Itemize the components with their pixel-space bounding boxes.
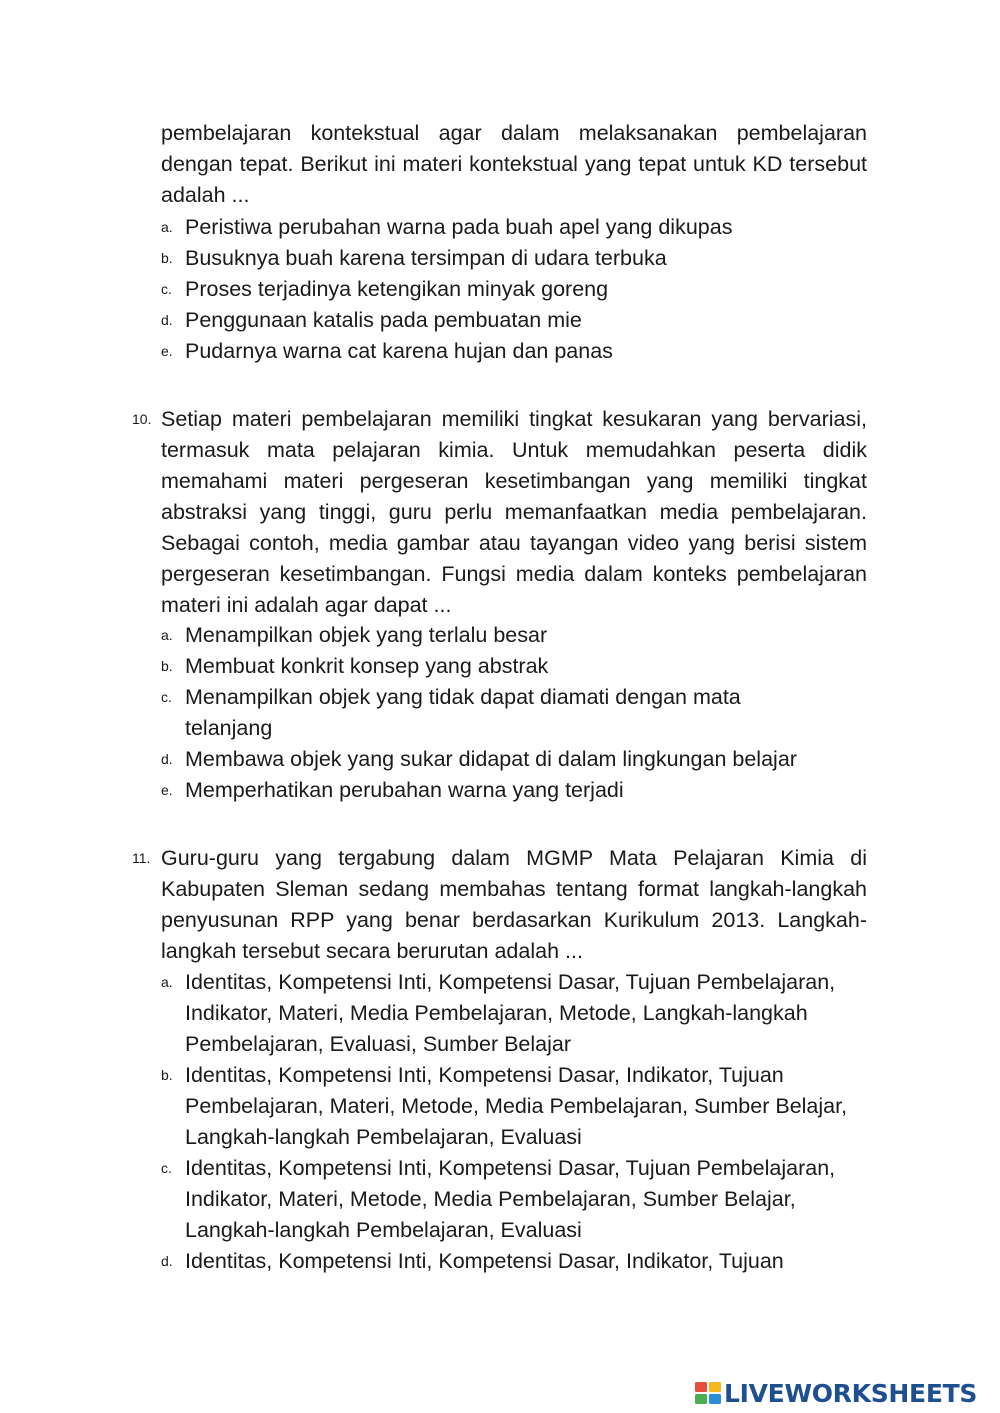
question-10-number: 10.: [132, 411, 152, 427]
q11-option-c: [161, 1153, 851, 1246]
option-text: Proses terjadinya ketengikan minyak goreng: [185, 277, 609, 301]
option-letter: a.: [161, 219, 173, 235]
q10-option-c: [161, 682, 821, 744]
option-text: Pudarnya warna cat karena hujan dan panas: [185, 339, 613, 363]
option-letter: d.: [161, 1253, 173, 1269]
q10-option-b: [161, 651, 861, 682]
option-letter: b.: [161, 1067, 173, 1083]
prev-option-a: [161, 212, 861, 243]
question-11-text: Guru-guru yang tergabung dalam MGMP Mata Pelajaran Kimia di Kabupaten Sleman sedang membahas tentang format langkah-langkah penyusunan RPP yang benar berdasarkan Kurikulum 2013. Langkah-langkah tersebut secara berurutan adalah ...: [161, 846, 867, 963]
option-text: Membuat konkrit konsep yang abstrak: [185, 654, 549, 678]
option-text: Identitas, Kompetensi Inti, Kompetensi Dasar, Indikator, Tujuan Pembelajaran, Materi, Metode, Media Pembelajaran, Sumber Belajar, Langkah-langkah Pembelajaran, Evaluasi: [185, 1063, 848, 1149]
q10-option-e: [161, 775, 861, 806]
q11-option-d: [161, 1246, 861, 1277]
q11-option-a: [161, 967, 851, 1060]
q10-option-d: [161, 744, 861, 775]
option-text: Busuknya buah karena tersimpan di udara terbuka: [185, 246, 667, 270]
logo-text: LIVEWORKSHEETS: [724, 1378, 978, 1408]
question-10-text: Setiap materi pembelajaran memiliki tingkat kesukaran yang bervariasi, termasuk mata pelajaran kimia. Untuk memudahkan peserta didik memahami materi pergeseran kesetimbangan yang memiliki tingkat abstraksi yang tinggi, guru perlu memanfaatkan media pembelajaran. Sebagai contoh, media gambar atau tayangan video yang berisi sistem pergeseran kesetimbangan. Fungsi media dalam konteks pembelajaran materi ini adalah agar dapat ...: [161, 407, 867, 617]
option-text: Membawa objek yang sukar didapat di dalam lingkungan belajar: [185, 747, 797, 771]
option-letter: d.: [161, 312, 173, 328]
option-letter: b.: [161, 658, 173, 674]
option-text: Menampilkan objek yang tidak dapat diamati dengan mata telanjang: [185, 685, 741, 740]
option-text: Peristiwa perubahan warna pada buah apel yang dikupas: [185, 215, 733, 239]
option-letter: e.: [161, 343, 173, 359]
option-letter: c.: [161, 281, 172, 297]
option-letter: e.: [161, 782, 173, 798]
option-text: Penggunaan katalis pada pembuatan mie: [185, 308, 582, 332]
q10-option-a: [161, 620, 861, 651]
option-letter: b.: [161, 250, 173, 266]
option-letter: c.: [161, 1160, 172, 1176]
option-text: Identitas, Kompetensi Inti, Kompetensi Dasar, Tujuan Pembelajaran, Indikator, Materi, Metode, Media Pembelajaran, Sumber Belajar, Langkah-langkah Pembelajaran, Evaluasi: [185, 1156, 836, 1242]
option-letter: a.: [161, 974, 173, 990]
option-text: Menampilkan objek yang terlalu besar: [185, 623, 548, 647]
option-letter: d.: [161, 751, 173, 767]
prev-option-d: [161, 305, 861, 336]
option-text: Memperhatikan perubahan warna yang terjadi: [185, 778, 624, 802]
prev-question-text: pembelajaran kontekstual agar dalam melaksanakan pembelajaran dengan tepat. Berikut ini materi kontekstual yang tepat untuk KD tersebut adalah ...: [161, 121, 867, 207]
prev-option-c: [161, 274, 861, 305]
prev-option-e: [161, 336, 861, 367]
liveworksheets-logo: [694, 1378, 977, 1408]
option-letter: c.: [161, 689, 172, 705]
liveworksheets-mark-icon: [694, 1380, 722, 1406]
prev-option-b: [161, 243, 861, 274]
option-text: Identitas, Kompetensi Inti, Kompetensi Dasar, Tujuan Pembelajaran, Indikator, Materi, Media Pembelajaran, Metode, Langkah-langkah Pembelajaran, Evaluasi, Sumber Belajar: [185, 970, 836, 1056]
option-text: Identitas, Kompetensi Inti, Kompetensi Dasar, Indikator, Tujuan: [185, 1249, 784, 1273]
question-11-number: 11.: [132, 850, 151, 866]
q11-option-b: [161, 1060, 851, 1153]
option-letter: a.: [161, 627, 173, 643]
